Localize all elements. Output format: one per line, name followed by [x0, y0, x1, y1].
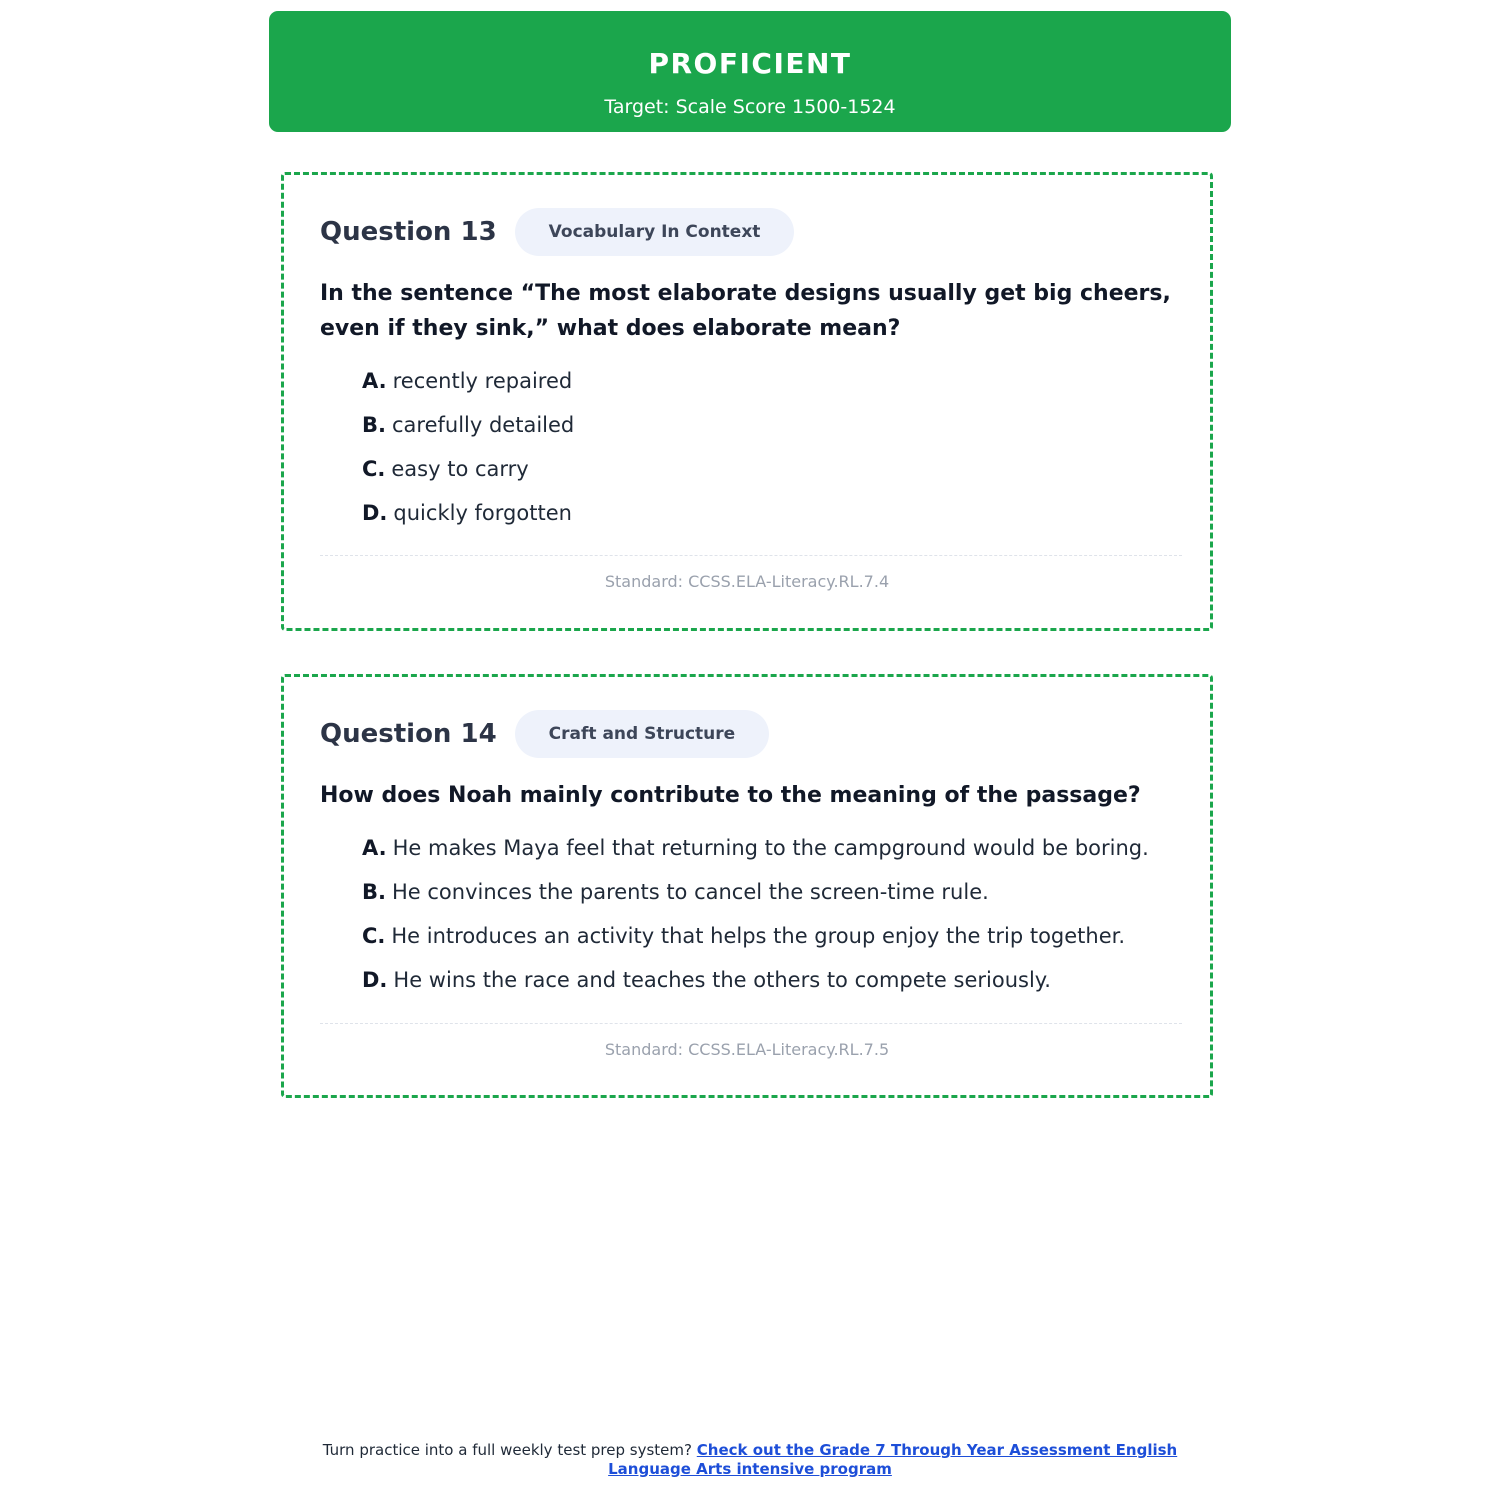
choice-c[interactable] — [362, 920, 1149, 964]
choice-d[interactable] — [362, 497, 574, 541]
footer-promo — [280, 1441, 1220, 1479]
program-link[interactable]: Check out the Grade 7 Through Year Assessment English Language Arts intensive program — [608, 1441, 1178, 1478]
choice-text: He wins the race and teaches the others to compete seriously. — [393, 968, 1051, 992]
choice-text: He introduces an activity that helps the group enjoy the trip together. — [391, 924, 1126, 948]
choice-a[interactable] — [362, 365, 574, 409]
target-score: Target: Scale Score 1500-1524 — [604, 96, 896, 118]
choice-letter: D. — [362, 501, 388, 525]
choice-letter: C. — [362, 457, 386, 481]
question-number: Question 13 — [320, 217, 497, 247]
choice-letter: B. — [362, 880, 386, 904]
choice-letter: D. — [362, 968, 388, 992]
choice-list — [362, 832, 1149, 1008]
divider — [320, 555, 1182, 556]
choice-letter: C. — [362, 924, 386, 948]
choice-letter: A. — [362, 836, 387, 860]
choice-text: He makes Maya feel that returning to the campground would be boring. — [392, 836, 1149, 860]
question-text: How does Noah mainly contribute to the meaning of the passage? — [320, 783, 1141, 808]
choice-text: carefully detailed — [391, 413, 575, 437]
choice-text: He convinces the parents to cancel the screen-time rule. — [391, 880, 989, 904]
choice-letter: A. — [362, 369, 387, 393]
choice-a[interactable] — [362, 832, 1149, 876]
choice-b[interactable] — [362, 876, 1149, 920]
divider — [320, 1023, 1182, 1024]
question-header — [320, 709, 769, 759]
footer-text: Turn practice into a full weekly test prep system? — [322, 1441, 692, 1459]
choice-list — [362, 365, 574, 541]
choice-c[interactable] — [362, 453, 574, 497]
standard-label: Standard: CCSS.ELA-Literacy.RL.7.4 — [604, 572, 890, 591]
choice-d[interactable] — [362, 964, 1149, 1008]
skill-tag: Vocabulary In Context — [515, 208, 795, 256]
choice-letter: B. — [362, 413, 386, 437]
question-number: Question 14 — [320, 719, 497, 749]
standard-label: Standard: CCSS.ELA-Literacy.RL.7.5 — [604, 1040, 890, 1059]
question-card — [281, 172, 1213, 631]
level-title: PROFICIENT — [648, 47, 852, 80]
question-text: In the sentence “The most elaborate designs usually get big cheers, even if they sink,” what does elaborate mean? — [320, 281, 1171, 341]
question-card — [281, 674, 1213, 1098]
choice-b[interactable] — [362, 409, 574, 453]
choice-text: quickly forgotten — [393, 501, 572, 525]
level-banner — [269, 11, 1231, 132]
question-header — [320, 207, 794, 257]
choice-text: easy to carry — [391, 457, 529, 481]
choice-text: recently repaired — [392, 369, 573, 393]
skill-tag: Craft and Structure — [515, 710, 770, 758]
